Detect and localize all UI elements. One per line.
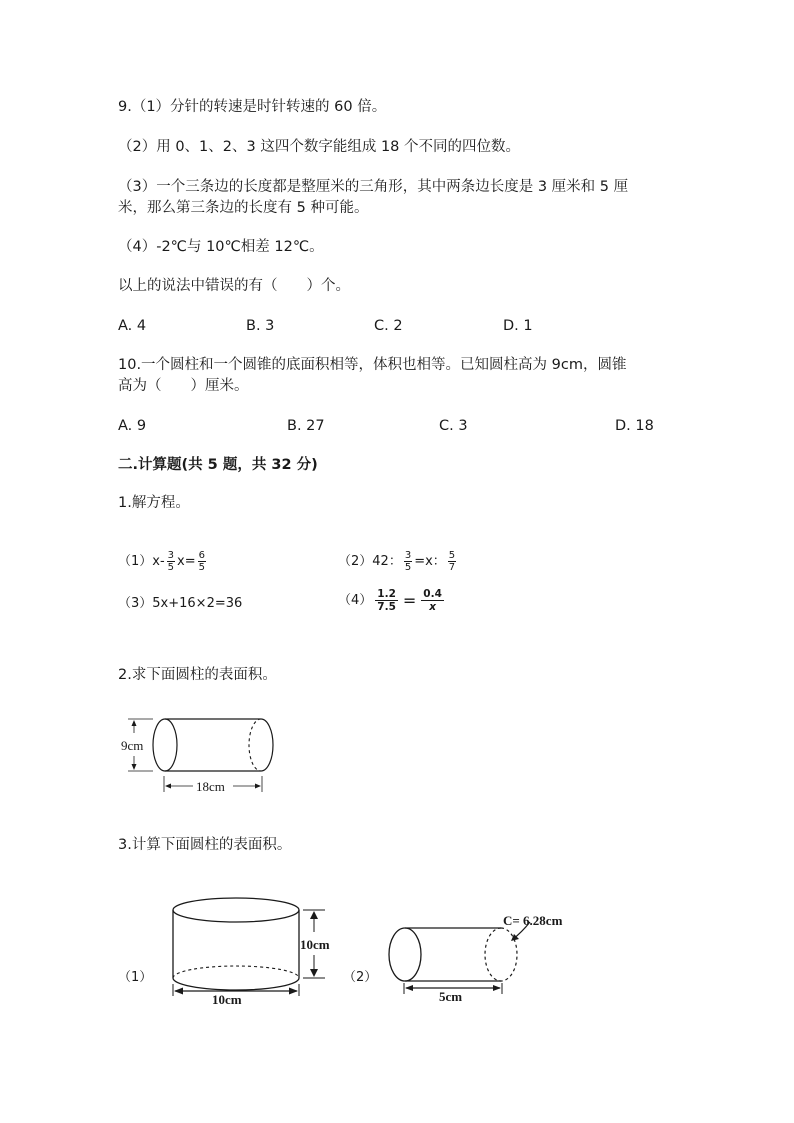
denominator: 5 [404, 562, 412, 573]
q9-option-a: A. 4 [118, 318, 147, 334]
denominator: x [429, 601, 436, 613]
q9-option-d: D. 1 [503, 318, 533, 334]
upright-cylinder-bottom-front [173, 978, 299, 990]
numerator: 3 [167, 550, 175, 561]
q9-statement-1: 9.（1）分针的转速是时针转速的 60 倍。 [118, 99, 387, 115]
arrow-head [310, 969, 318, 977]
q9-statement-4: （4）-2℃与 10℃相差 12℃。 [118, 239, 324, 255]
q10-option-b: B. 27 [287, 418, 325, 434]
numerator: 6 [198, 550, 205, 561]
q9-statement-2: （2）用 0、1、2、3 这四个数字能组成 18 个不同的四位数。 [118, 139, 521, 155]
equation-3: （3）5x+16×2=36 [118, 596, 243, 611]
calc1-title: 1.解方程。 [118, 495, 190, 511]
q10-line-2: 高为（ ）厘米。 [118, 378, 249, 394]
q10-line-1: 10.一个圆柱和一个圆锥的底面积相等，体积也相等。已知圆柱高为 9cm，圆锥 [118, 357, 627, 373]
q9-option-b: B. 3 [246, 318, 275, 334]
arrow-head [174, 988, 183, 995]
figure-1-label: （1） [118, 970, 153, 985]
q9-statement-3b: 米，那么第三条边的长度有 5 种可能。 [118, 200, 369, 216]
figure-2-label: （2） [343, 970, 378, 985]
section-title: 二.计算题(共 5 题，共 32 分) [118, 457, 318, 473]
calc2-title: 2.求下面圆柱的表面积。 [118, 667, 277, 683]
length-label: 5cm [439, 989, 463, 1004]
length-label: 18cm [196, 779, 225, 794]
denominator: 5 [198, 562, 205, 573]
arrow-head [493, 985, 501, 991]
q10-option-d: D. 18 [615, 418, 654, 434]
height-label: 10cm [300, 937, 330, 952]
cylinder-left-face [389, 928, 421, 981]
numerator: 1.2 [377, 588, 396, 600]
arrow-head [289, 988, 298, 995]
upright-cylinder-bottom-back [173, 966, 299, 978]
circumference-label: C= 6.28cm [503, 913, 563, 928]
calc3-title: 3.计算下面圆柱的表面积。 [118, 837, 292, 853]
q9-statement-3a: （3）一个三条边的长度都是整厘米的三角形，其中两条边长度是 3 厘米和 5 厘 [118, 179, 629, 195]
denominator: 5 [167, 562, 175, 573]
equation-2-mid: =x： [414, 554, 446, 569]
arrow-head [405, 985, 413, 991]
numerator: 0.4 [423, 588, 442, 600]
equation-4-label: （4） [338, 593, 373, 608]
q10-option-a: A. 9 [118, 418, 147, 434]
q9-option-c: C. 2 [374, 318, 403, 334]
arrow-head [310, 911, 318, 919]
cylinder-right-dashed-face [485, 928, 501, 981]
equation-1-mid: x= [177, 554, 196, 569]
q9-stem: 以上的说法中错误的有（ ）个。 [118, 278, 350, 294]
diameter-label: 10cm [212, 992, 242, 1007]
numerator: 3 [404, 550, 412, 561]
q10-option-c: C. 3 [439, 418, 468, 434]
denominator: 7 [448, 562, 456, 573]
denominator: 7.5 [377, 601, 396, 613]
numerator: 5 [448, 550, 456, 561]
diameter-label: 9cm [121, 738, 144, 753]
equation-2-label: （2）42： [338, 554, 402, 569]
upright-cylinder-top [173, 898, 299, 922]
equation-1-label: （1）x- [118, 554, 165, 569]
equals-sign: = [402, 590, 417, 610]
